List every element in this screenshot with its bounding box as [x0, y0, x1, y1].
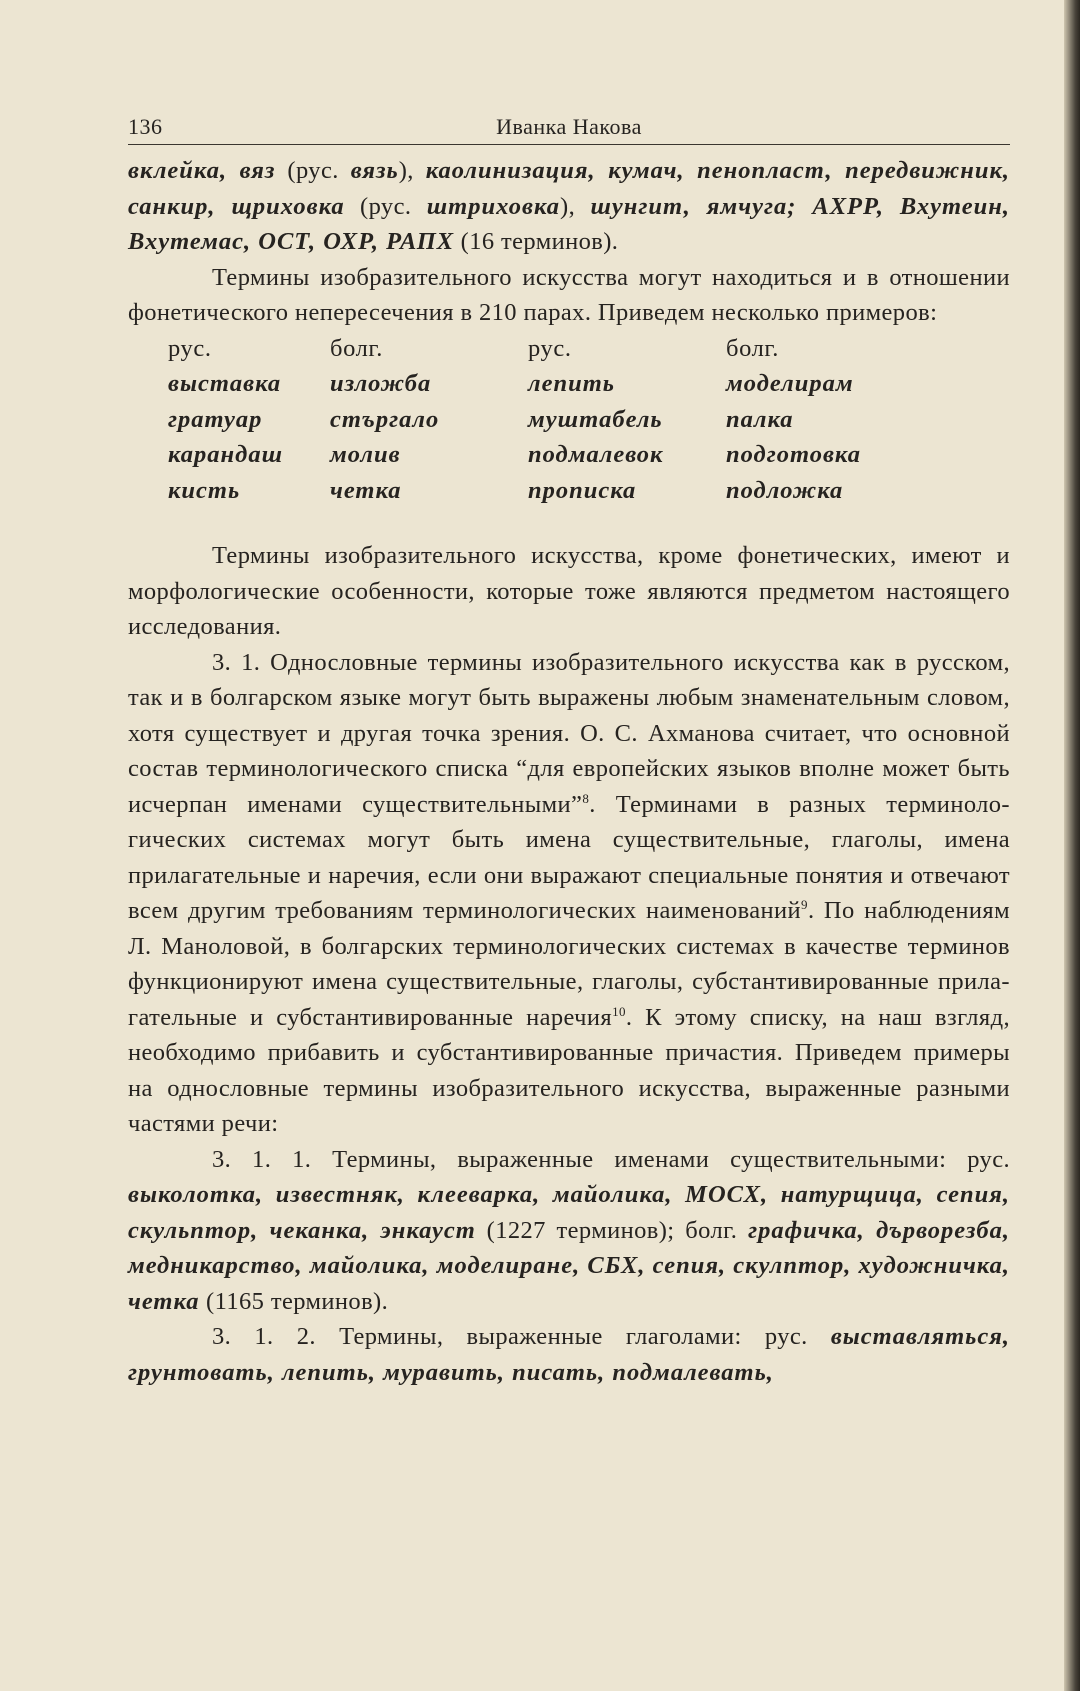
term-list: каолинизация, кумач, пенопласт, передвижник, санкир, щриховка [128, 157, 1010, 220]
page-edge-shadow [1064, 0, 1080, 1691]
table-header: рус. [168, 334, 212, 362]
term-list: вклейка, вяз [128, 157, 276, 184]
text: 3. 1. 1. Термины, выраженные именами существительными: рус. [212, 1145, 1010, 1173]
term-list: выколотка, известняк, клееварка, майолика, МОСХ, натурщица, сепия, скульптор, чеканка, энкауст [128, 1181, 1010, 1244]
spacer [128, 508, 1010, 538]
text: (16 терминов). [454, 228, 619, 255]
table-cell: прописка [528, 476, 637, 504]
table-cell: палка [726, 405, 794, 433]
term: штриховка [426, 192, 561, 220]
term-list: шунгит, ямчуга; АХРР, Вхутеин, Вхутемас, ОСТ, ОХР, РАПХ [128, 192, 1011, 255]
running-title: Иванка Накова [496, 114, 642, 139]
table-cell: кисть [168, 476, 241, 504]
text: . Терминами в разных терминоло-гических системах могут быть имена существительные, глаголы, имена прилагательные и наречия, если они выражают специальные понятия и отвечают всем другим требованиям терминологических наименований [128, 790, 1010, 924]
book-page [128, 108, 1010, 1390]
table-cell: моделирам [726, 370, 854, 397]
text: 3. 1. Однословные термины изобразительного искусства как в русском, так и в болгарском языке могут быть выражены любым знаменательным словом, хотя существует и другая точка зрения. О. С. Ахманова считает, что основной состав терминологического списка “для европейских языков вполне может быть исчерпан именами существительными” [128, 648, 1010, 818]
paragraph-phonetic: Термины изобразительного искусства могут находиться и в отношении фонетического непересечения в 210 парах. Приведем несколько примеров: [128, 263, 1010, 326]
footnote-mark: 8 [582, 790, 590, 806]
example-table [168, 331, 928, 509]
text: . К этому списку, на наш взгляд, необходимо прибавить и субстантивированные причастия. Приведем примеры на однословные термины изобразительного искусства, выраженные разными частями речи: [128, 1003, 1010, 1137]
page-number: 136 [128, 114, 163, 139]
table-cell: выставка [168, 370, 282, 397]
text: (рус. [344, 192, 427, 220]
paragraph-term-list [128, 153, 1010, 260]
text: (1165 терминов). [199, 1287, 389, 1315]
text: ), [560, 192, 591, 220]
table-cell: лепить [528, 370, 615, 397]
table-cell: молив [330, 441, 401, 468]
footnote-mark: 10 [612, 1003, 626, 1019]
header-rule [128, 144, 1010, 145]
text: ), [398, 157, 426, 184]
table-cell: подложка [726, 476, 844, 504]
text: . По наблюдениям Л. Маноловой, в болгарских терминологических системах в качестве терминов функционируют имена существительные, глаголы, субстантивированные прила-гательные и субстантивированные наречия [128, 897, 1010, 1031]
paragraph-section-3-1 [128, 645, 1010, 1142]
text: (1227 терминов); болг. [475, 1216, 749, 1244]
table-cell: гратуар [168, 405, 263, 433]
term-list: выставляться, грунтовать, лепить, муравить, писать, подмалевать, [128, 1323, 1010, 1386]
table-cell: муштабель [528, 405, 663, 433]
paragraph-section-3-1-2 [128, 1319, 1010, 1390]
table-cell: подготовка [726, 441, 861, 468]
table-cell: подмалевок [528, 441, 664, 468]
text: (рус. [275, 157, 351, 184]
table-header: рус. [528, 334, 572, 362]
table-cell: изложба [330, 370, 432, 397]
table-cell: четка [330, 476, 402, 504]
term: вязь [350, 157, 399, 184]
paragraph-morphology: Термины изобразительного искусства, кроме фонетических, имеют и морфологические особенности, которые тоже являются предметом настоящего исследования. [128, 542, 1010, 640]
table-header: болг. [726, 334, 780, 362]
table-header: болг. [330, 334, 384, 362]
text: 3. 1. 2. Термины, выраженные глаголами: рус. [212, 1323, 831, 1350]
footnote-mark: 9 [801, 896, 808, 912]
term-list: графичка, дърворезба, медникарство, майолика, моделиране, СБХ, сепия, скулптор, художничка, четка [128, 1216, 1010, 1315]
running-head [128, 108, 1010, 144]
paragraph-section-3-1-1 [128, 1142, 1010, 1320]
table-cell: стъргало [330, 405, 440, 433]
table-cell: карандаш [168, 441, 283, 468]
